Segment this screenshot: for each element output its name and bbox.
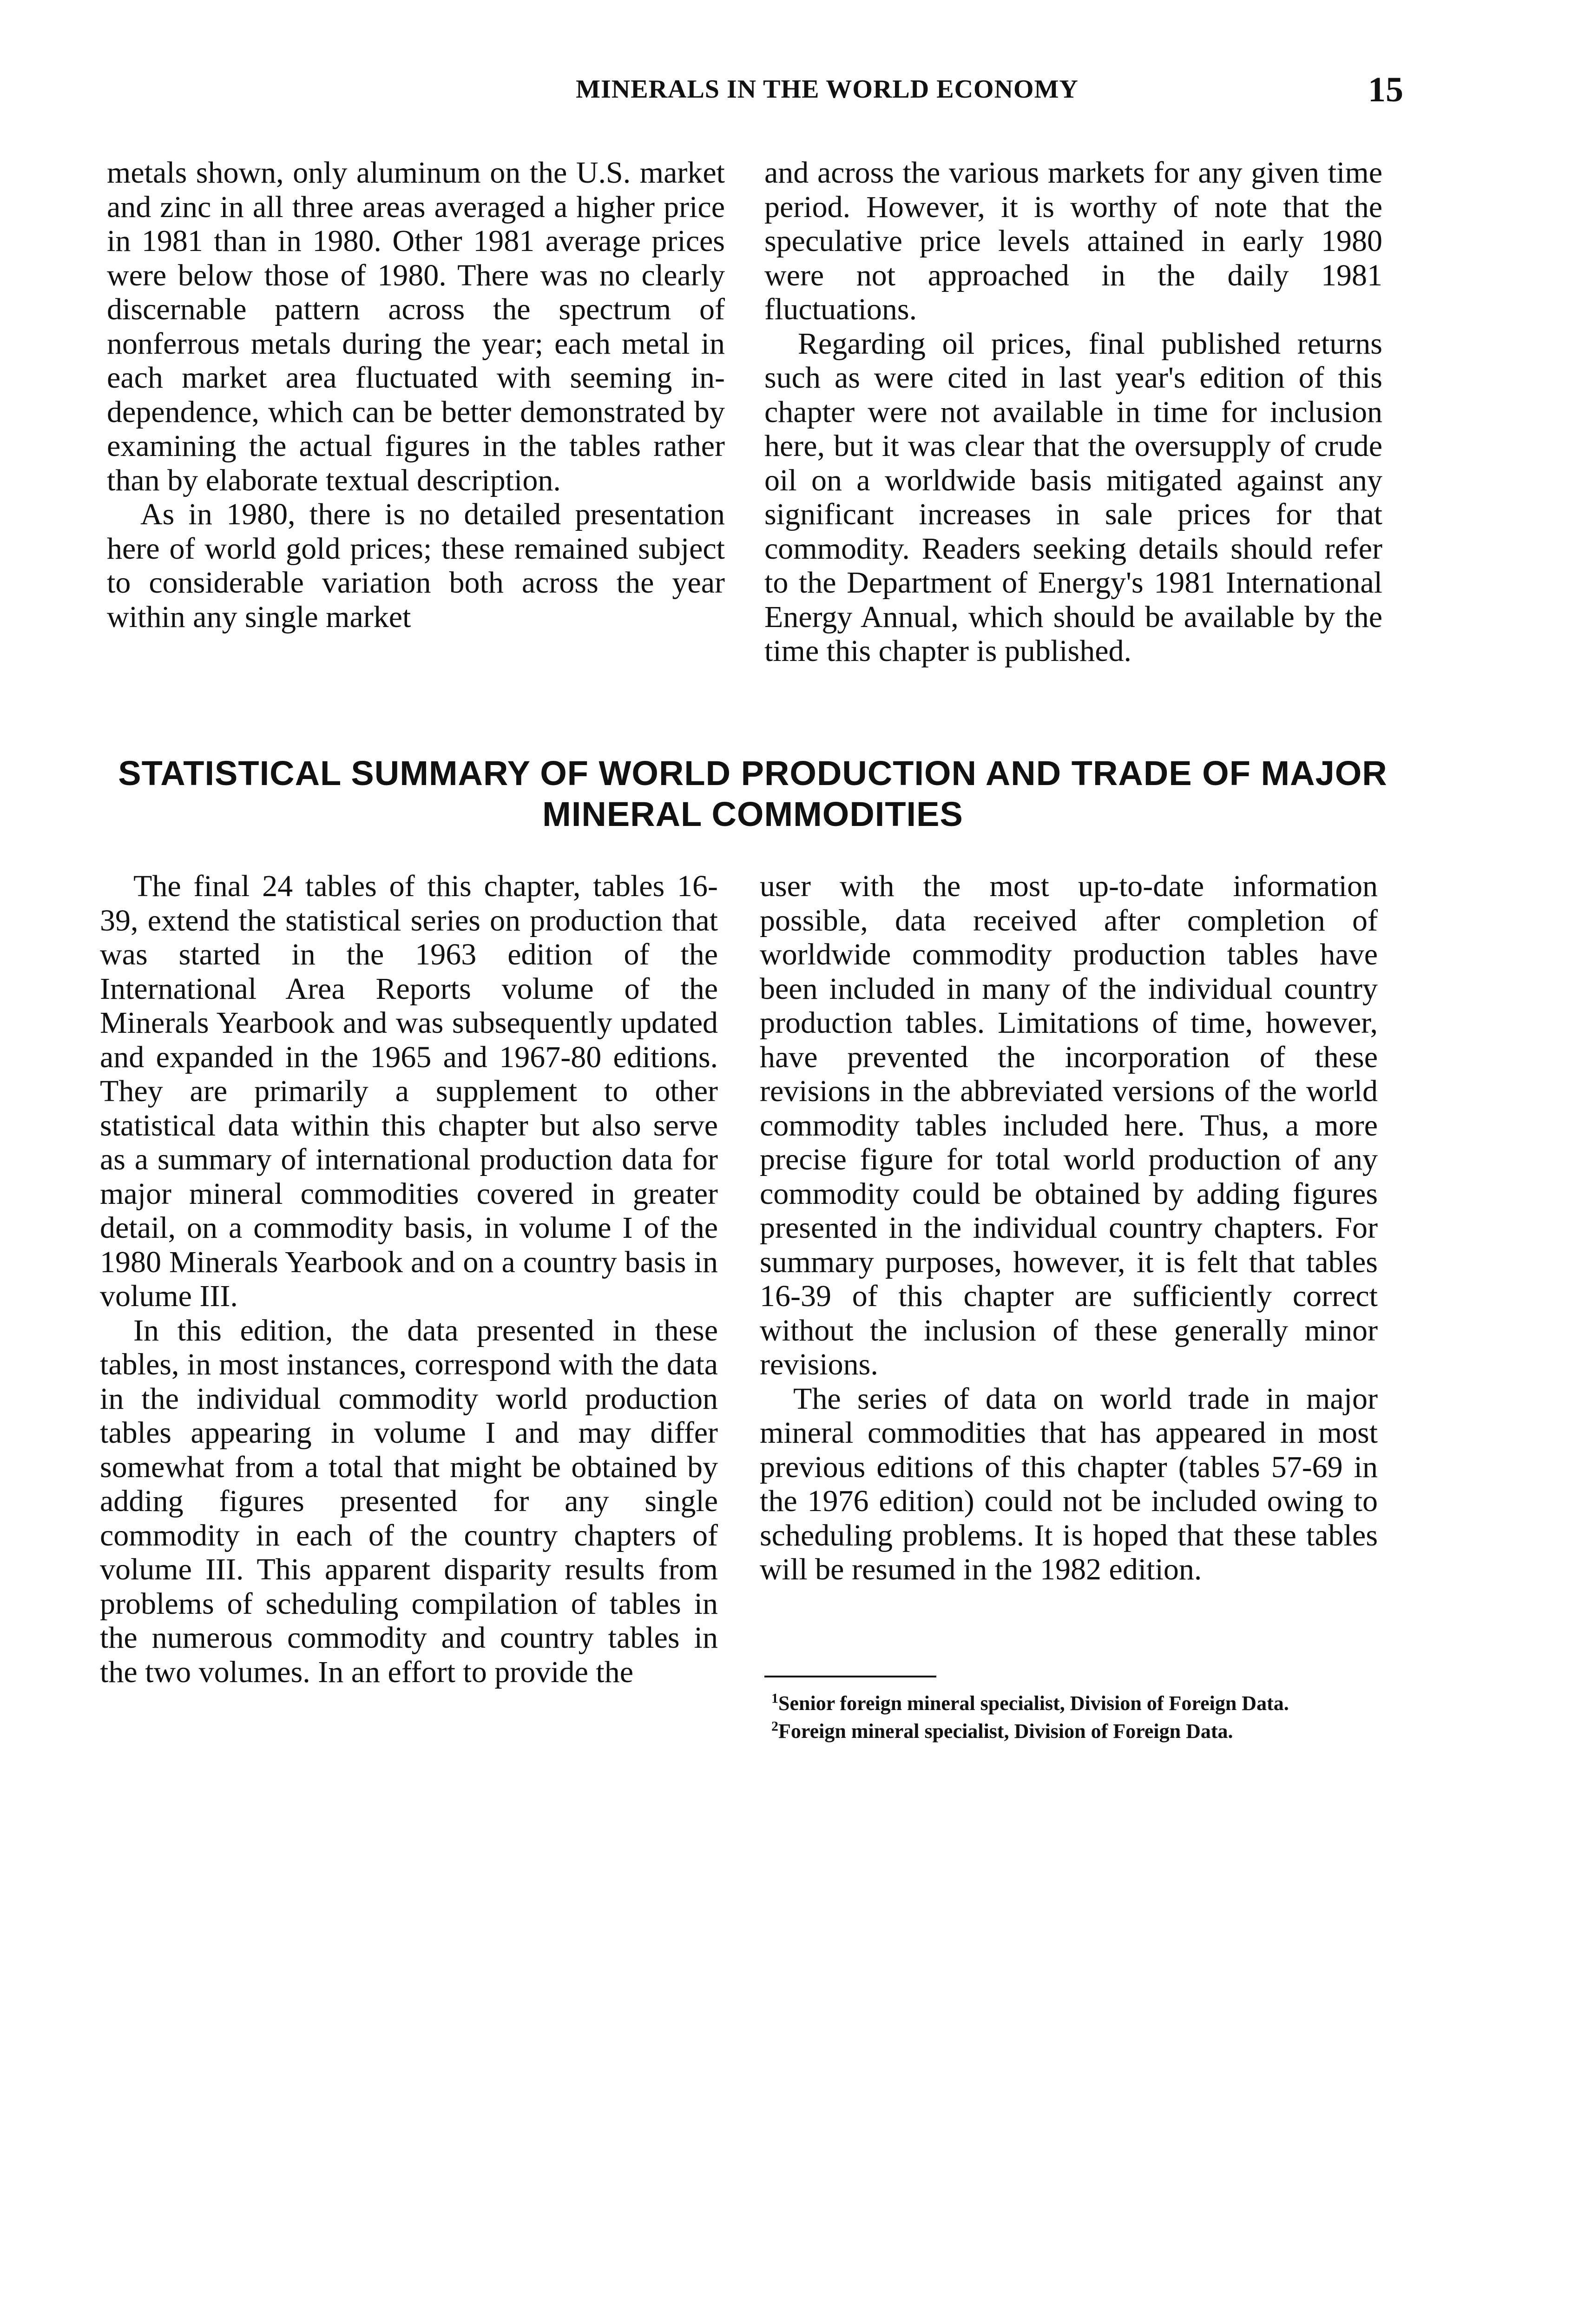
footnote	[753, 1720, 1385, 1743]
footnote-divider	[764, 1676, 936, 1677]
paragraph: metals shown, only aluminum on the U.S. market and zinc in all three areas averaged a higher price in 1981 than in 1980. Other 1981 average prices were below those of 1980. There was no clearly discernable pattern across the spectrum of nonferrous metals during the year; each metal in each market area fluctuated with seeming independence, which can be better demonstrated by examining the actual figures in the tables rather than by elaborate textual description.	[107, 156, 725, 497]
section-heading	[93, 753, 1413, 835]
paragraph: In this edition, the data presented in these tables, in most instances, correspond with the data in the individual commodity world production tables appearing in volume I and may differ somewhat from a total that might be obtained by adding figures presented for any single commodity in each of the country chapters of volume III. This apparent disparity results from problems of scheduling compilation of tables in the numerous commodity and country tables in the two volumes. In an effort to provide the	[100, 1313, 718, 1689]
footnotes	[753, 1692, 1385, 1748]
page-number: 15	[1368, 70, 1403, 109]
paragraph: and across the various markets for any given time period. However, it is worthy of note that the speculative price levels attained in early 1980 were not approached in the daily 1981 fluctuations.	[764, 156, 1382, 326]
footnote-text: Senior foreign mineral specialist, Division of Foreign Data.	[778, 1692, 1289, 1715]
footnote	[753, 1692, 1385, 1715]
section-heading-line-2: MINERAL COMMODITIES	[542, 795, 963, 833]
section-heading-line-1: STATISTICAL SUMMARY OF WORLD PRODUCTION AND TRADE OF MAJOR	[118, 754, 1388, 792]
paragraph: The final 24 tables of this chapter, tables 16-39, extend the statistical series on production that was started in the 1963 edition of the International Area Reports volume of the Minerals Yearbook and was subsequently updated and expanded in the 1965 and 1967-80 editions. They are primarily a supplement to other statistical data within this chapter but also serve as a summary of international production data for major mineral commodities covered in greater detail, on a commodity basis, in volume I of the 1980 Minerals Yearbook and on a country basis in volume III.	[100, 869, 718, 1313]
paragraph: Regarding oil prices, final published returns such as were cited in last year's edition of this chapter were not available in time for inclusion here, but it was clear that the oversupply of crude oil on a worldwide basis mitigated against any significant increases in sale prices for that commodity. Readers seeking details should refer to the Department of Energy's 1981 International Energy Annual, which should be available by the time this chapter is published.	[764, 326, 1382, 668]
footnote-marker: 2	[771, 1718, 778, 1734]
paragraph: As in 1980, there is no detailed presentation here of world gold prices; these remained subject to considerable variation both across the year within any single market	[107, 497, 725, 634]
paragraph: user with the most up-to-date information possible, data received after completion of worldwide commodity production tables have been included in many of the individual country production tables. Limitations of time, however, have prevented the incorporation of these revisions in the abbreviated versions of the world commodity tables included here. Thus, a more precise figure for total world production of any commodity could be obtained by adding figures presented in the individual country chapters. For summary purposes, however, it is felt that tables 16-39 of this chapter are sufficiently correct without the inclusion of these generally minor revisions.	[760, 869, 1378, 1381]
paragraph: The series of data on world trade in major mineral commodities that has appeared in most previous editions of this chapter (tables 57-69 in the 1976 edition) could not be included owing to scheduling problems. It is hoped that these tables will be resumed in the 1982 edition.	[760, 1381, 1378, 1586]
running-head-title: MINERALS IN THE WORLD ECONOMY	[576, 75, 1079, 104]
footnote-text: Foreign mineral specialist, Division of Foreign Data.	[778, 1720, 1233, 1743]
bottom-right-column	[760, 869, 1378, 1587]
top-right-column	[764, 156, 1382, 668]
top-left-column	[107, 156, 725, 634]
footnote-marker: 1	[771, 1690, 778, 1706]
bottom-left-column	[100, 869, 718, 1689]
